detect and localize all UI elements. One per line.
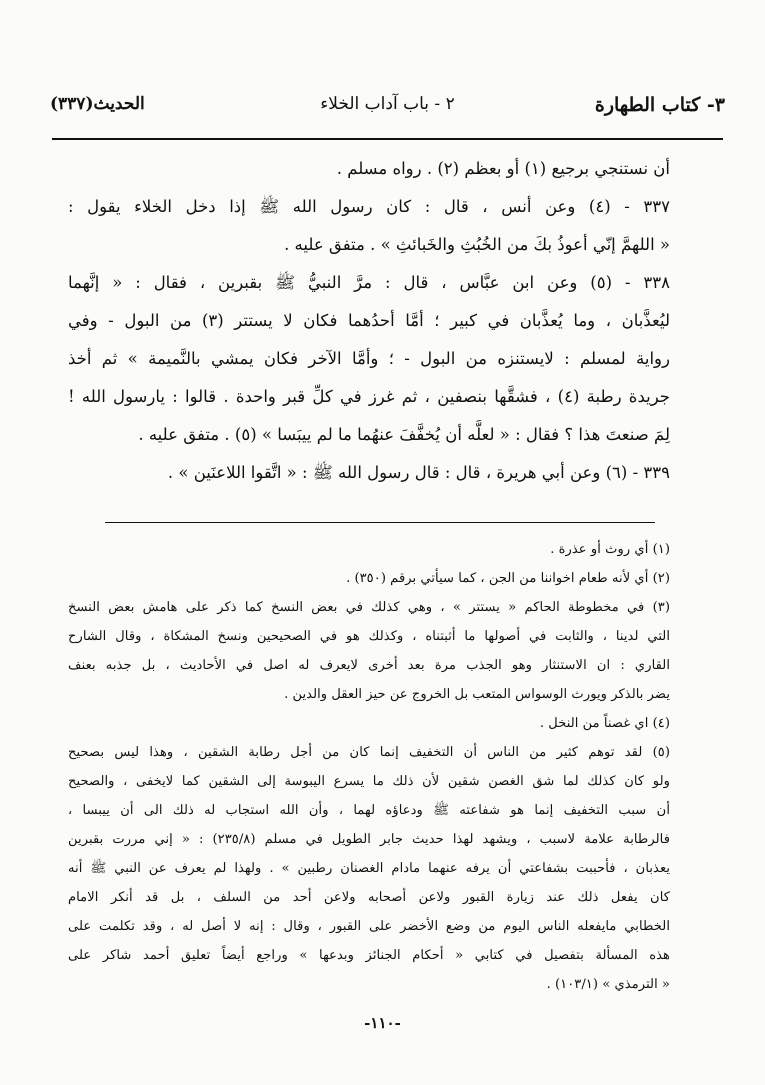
main-line: رواية لمسلم : لايستنزه من البول - ؛ وأمَّا الآخر فكان يمشي بالنَّميمة » ثم أخذ <box>68 349 670 368</box>
header-rule <box>52 138 723 140</box>
footnote-line: كان يفعل ذلك عند زيارة القبور ولاعن أصحابه ولاعن أحد من السلف ، بل قد أنكر الامام <box>68 890 670 905</box>
main-line: ليُعذَّبان ، وما يُعذَّبان في كبير ؛ أمَّا أحدُهما فكان لا يستتر (٣) من البول - وفي <box>68 311 670 330</box>
footnote-line: (٢) أي لأنه طعام اخواننا من الجن ، كما سيأتي برقم (٣٥٠) . <box>346 571 670 586</box>
footnote-line: « الترمذي » (١٠٣/١) . <box>546 977 670 992</box>
footnote-line: هذه المسألة بتفصيل في كتابي « أحكام الجنائز وبدعها » وراجع أيضاً تعليق أحمد شاكر على <box>68 948 670 963</box>
main-text <box>68 150 670 492</box>
main-line: أن نستنجي برجيع (١) أو بعظم (٢) . رواه مسلم . <box>336 159 670 178</box>
running-header <box>50 88 725 132</box>
main-line: « اللهمَّ إنّي أعوذُ بكَ من الخُبُثِ والخَبائثِ » . متفق عليه . <box>284 235 670 254</box>
footnote-line: ولو كان كذلك لما شق الغصن شقين لأن ذلك ما يسرع اليبوسة إلى الشقين كما لايخفى ، والصحيح <box>68 774 670 789</box>
footnote-line: (٥) لقد توهم كثير من الناس أن التخفيف إنما كان من أجل رطابة الشقين ، وهذا ليس بصحيح <box>68 745 670 760</box>
main-line: ٣٣٩ - (٦) وعن أبي هريرة ، قال : قال رسول الله ﷺ : « اتَّقوا اللاعنَين » . <box>167 463 670 482</box>
page-number: -١١٠- <box>364 1014 401 1032</box>
footnote-line: (١) أي روث أو عذرة . <box>550 542 670 557</box>
main-line: جريدة رطبة (٤) ، فشقَّها بنصفين ، ثم غرز في كلِّ قبر واحدة . قالوا : يارسول الله ! <box>68 387 670 406</box>
footnotes <box>68 535 670 999</box>
footnote-line: التي لدينا ، والثابت في أصولها ما أثبتناه ، وكذلك هو في الصحيحين ونسخ المشكاة ، وقال الشارح <box>68 629 670 644</box>
footnote-line: القاري : ان الاستنثار وهو الجذب مرة بعد أخرى لايعرف له اصل في الأحاديث ، بل جذبه بعنف <box>68 658 670 673</box>
footnote-line: يضر بالذكر ويورث الوسواس المتعب بل الخروج عن حيز العقل والدين . <box>284 687 670 702</box>
footnote-line: أن سبب التخفيف إنما هو شفاعته ﷺ ودعاؤه لهما ، وأن الله استجاب له ذلك الى أن ييبسا ، <box>68 803 670 818</box>
footnote-line: يعذبان ، فأحببت بشفاعتي أن يرفه عنهما مادام الغصنان رطبين » . ولهذا لم يعرف عن النبي ﷺ أنه <box>68 861 670 876</box>
chapter-title: ٢ - باب آداب الخلاء <box>320 94 455 114</box>
main-line: ٣٣٧ - (٤) وعن أنس ، قال : كان رسول الله ﷺ إذا دخل الخلاء يقول : <box>68 197 670 216</box>
main-line: ٣٣٨ - (٥) وعن ابن عبَّاس ، قال : مرَّ النبيُّ ﷺ بقبرين ، فقال : « إنَّهما <box>68 273 670 292</box>
footnote-line: الخطابي مايفعله الناس اليوم من وضع الأخضر على القبور ، وقال : إنه لا أصل له ، وقد تكلمت على <box>68 919 670 934</box>
main-line: لِمَ صنعتَ هذا ؟ فقال : « لعلَّه أن يُخفَّفَ عنهُما ما لم ييبَسا » (٥) . متفق عليه . <box>138 425 670 444</box>
hadith-range: الحديث(٣٣٧) <box>50 94 145 114</box>
footnote-line: (٤) اي غصناً من النخل . <box>539 716 670 731</box>
footnote-line: (٣) في مخطوطة الحاكم « يستتر » ، وهي كذلك في بعض النسخ كما ذكر على هامش بعض النسخ <box>68 600 670 615</box>
book-title: ٣- كتاب الطهارة <box>594 94 725 116</box>
footnote-line: فالرطابة علامة لاسبب ، ويشهد لهذا حديث جابر الطويل في مسلم (٢٣٥/٨) : « إني مررت بقبرين <box>68 832 670 847</box>
footnote-rule <box>105 522 655 523</box>
